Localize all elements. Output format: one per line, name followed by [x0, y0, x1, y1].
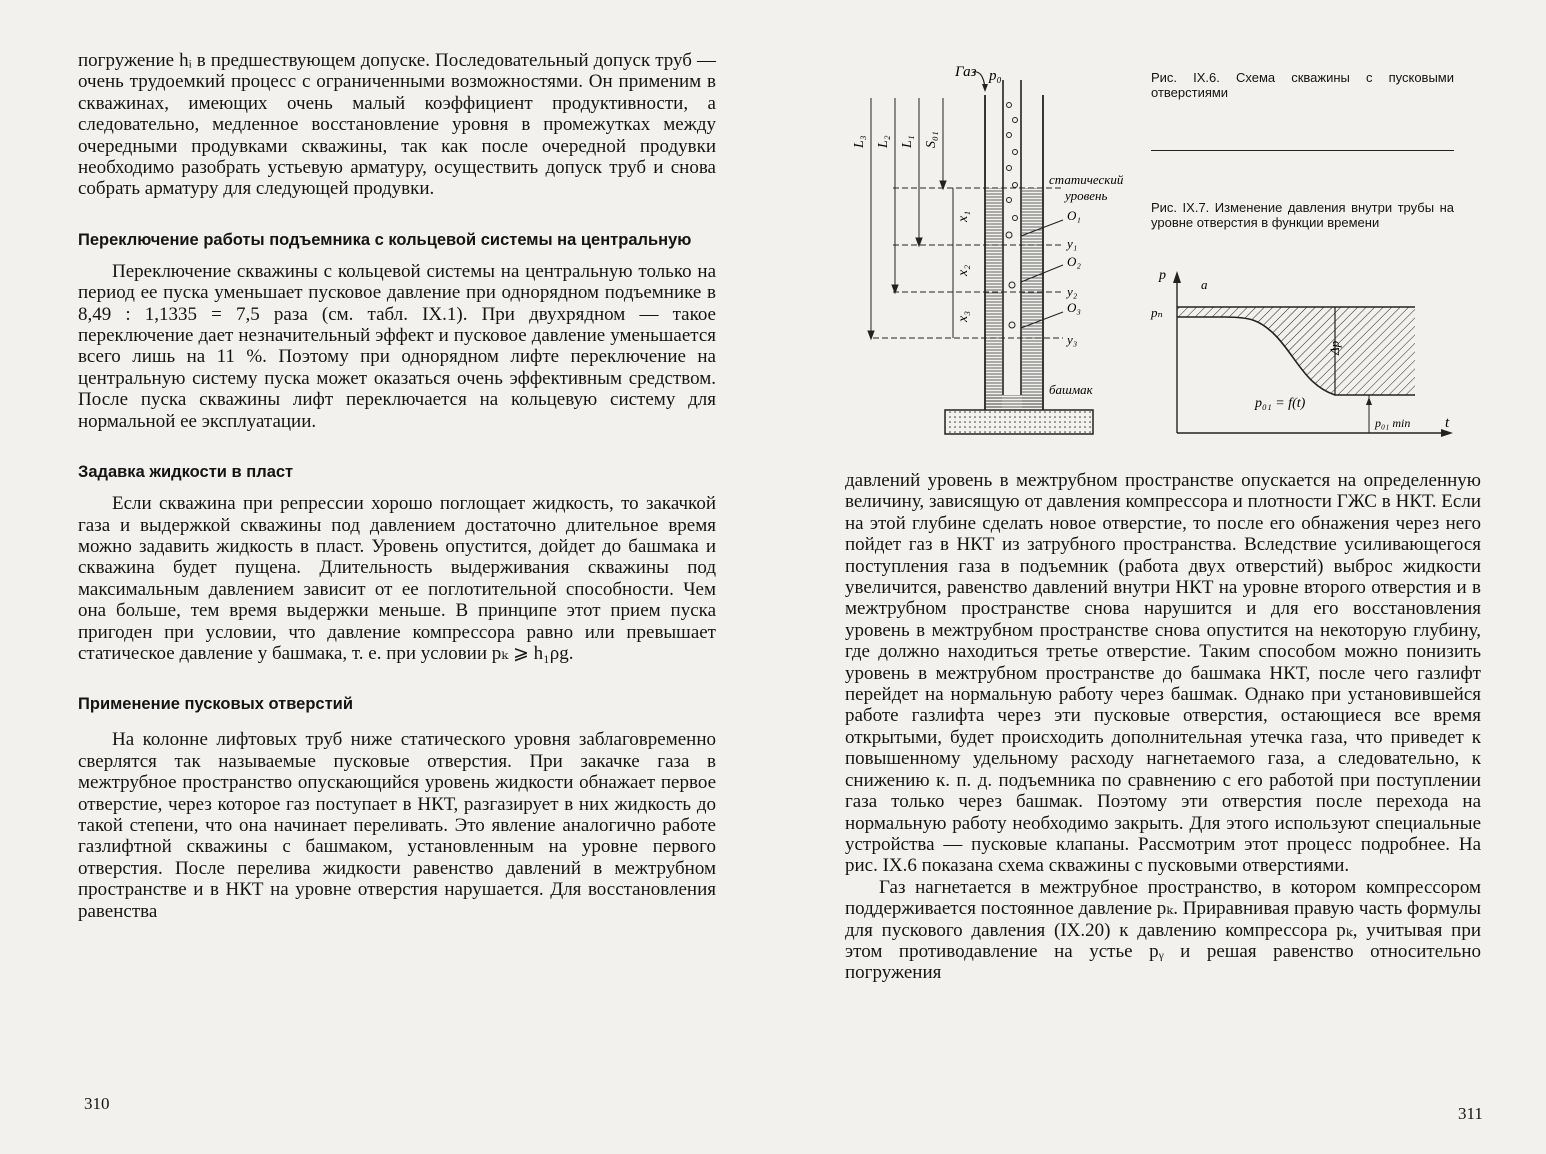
label-L3: L₃	[852, 135, 867, 148]
caption-rule	[1151, 150, 1454, 151]
paragraph-liquid-squeeze: Если скважина при репрессии хорошо поглощает жидкость, то закачкой газа и выдержкой скважины под давлением достаточно длительное время можно задавить жидкость в пласт. Уровень опустится, дойдет до башмака и скважина будет пущена. Длительность выдерживания скважины под максимальным давлением зависит от ее поглотительной способности. Чем она больше, тем время выдержки меньше. В принципе этот прием пуска пригоден при условии, что давление компрессора равно или превышает статическое давление у башмака, т. е. при условии pₖ ⩾ h₁ρg.	[78, 493, 716, 664]
label-O3: O₃	[1067, 300, 1081, 315]
paragraph-start-holes: На колонне лифтовых труб ниже статического уровня заблаговременно сверлятся так называемые пусковые отверстия. При закачке газа в межтрубное пространство опускающийся уровень жидкости обнажает первое отверстие, через которое газ поступает в НКТ, разгазирует в них жидкость до такой степени, что она начинает переливать. Это явление аналогично работе газлифтной скважины с башмаком, установленным на уровне первого отверстия. После перелива жидкости равенство давлений в межтрубном пространстве и в НКТ на уровне отверстия нарушается. Для восстановления равенства	[78, 729, 716, 922]
page-number-right: 311	[1458, 1104, 1483, 1123]
label-dp: Δp	[1327, 340, 1342, 355]
label-x1: x₁	[956, 210, 971, 222]
label-x3: x₃	[956, 310, 971, 322]
paragraph-gas: Газ нагнетается в межтрубное пространство, в котором компрессором поддерживается постоянное давление pₖ. Приравнивая правую часть формулы для пускового давления (IX.20) к давлению компрессора pₖ, учитывая при этом противодавление на устье pᵧ и решая равенство относительно погружения	[845, 876, 1481, 984]
label-O1: O₁	[1067, 208, 1081, 223]
ground-base	[945, 410, 1093, 434]
label-p01: p₀₁ = f(t)	[1255, 396, 1306, 411]
left-column	[78, 50, 716, 922]
label-S01: S₀₁	[924, 131, 939, 148]
caption-fig6: Рис. IX.6. Схема скважины с пусковыми отверстиями	[1151, 70, 1454, 100]
paragraph-switch-system: Переключение скважины с кольцевой системы на центральную только на период ее пуска уменьшает пусковое давление при однорядном подъемнике в 8,49 : 1,1335 = 7,5 раза (см. табл. IX.1). При двухрядном — такое переключение дает незначительный эффект и пусковое давление уменьшается всего лишь на 11 %. Поэтому при однорядном лифте переключение на центральную систему пуска может оказаться очень эффективным средством. После пуска скважины лифт переключается на кольцевую систему для нормальной ее эксплуатации.	[78, 260, 716, 432]
right-page	[773, 0, 1546, 1154]
figure-pressure-graph	[1145, 265, 1465, 445]
label-gas: Газ	[955, 64, 977, 80]
label-p0: p₀	[989, 68, 1002, 84]
label-y3: y₃	[1067, 332, 1078, 347]
label-L1: L₁	[900, 135, 915, 148]
label-shoe: башмак	[1049, 382, 1093, 397]
right-column	[845, 470, 1481, 984]
heading-liquid-squeeze: Задавка жидкости в пласт	[78, 463, 294, 482]
figure-well-schematic	[852, 60, 1163, 440]
label-L2: L₂	[876, 135, 891, 148]
heading-switch-system: Переключение работы подъемника с кольцевой системы на центральную	[78, 230, 692, 249]
label-axis-t: t	[1445, 415, 1450, 431]
label-x2: x₂	[956, 264, 971, 276]
label-a: a	[1201, 277, 1208, 292]
label-y2: y₂	[1067, 284, 1078, 299]
label-static-level: статический	[1049, 172, 1124, 187]
paragraph-continued: погружение hᵢ в предшествующем допуске. Последовательный допуск труб — очень трудоемкий процесс с ограниченными возможностями. Он применим в скважинах, имеющих очень малый коэффициент продуктивности, а следовательно, медленное восстановление уровня в промежутках между очередными продувками скважины, так как после очередной продувки необходимо разобрать устьевую арматуру, осуществить допуск труб и снова собрать арматуру для следующей продувки.	[78, 50, 716, 200]
label-axis-p: p	[1159, 268, 1166, 283]
label-O2: O₂	[1067, 254, 1081, 269]
caption-fig7: Рис. IX.7. Изменение давления внутри трубы на уровне отверстия в функции времени	[1151, 200, 1454, 230]
label-static-level-2: уровень	[1065, 188, 1108, 203]
label-y1: y₁	[1067, 236, 1078, 251]
label-p01min: p₀₁ min	[1375, 416, 1411, 430]
heading-start-holes: Применение пусковых отверстий	[78, 695, 353, 714]
paragraph-main: давлений уровень в межтрубном пространстве опускается на определенную величину, зависящую от давления компрессора и плотности ГЖС в НКТ. Если на этой глубине сделать новое отверстие, то после его обнажения через него пойдет газ в НКТ из затрубного пространства. Вследствие усиливающегося поступления газа в подъемник (работа двух отверстий) выброс жидкости увеличится, равенство давлений внутри НКТ на уровне второго отверстия и в межтрубном пространстве снова нарушится и для его восстановления уровень в межтрубном пространстве снова опустится на некоторую глубину, где должно находиться третье отверстие. Таким способом можно понизить уровень в межтрубном пространстве до башмака НКТ, после чего газлифт перейдет на нормальную работу через башмак. Однако при установившейся работе газлифта через эти пусковые отверстия, остающиеся все время открытыми, будет происходить дополнительная утечка газа, что приведет к повышенному удельному расходу нагнетаемого газа, а следовательно, к снижению к. п. д. подъемника по сравнению с его работой при поступлении газа только через башмак. Поэтому эти отверстия после перехода на нормальную работу необходимо закрыть. Для этого используют специальные устройства — пусковые клапаны. Рассмотрим этот процесс подробнее. На рис. IX.6 показана схема скважины с пусковыми отверстиями.	[845, 470, 1481, 877]
page-number-left: 310	[84, 1094, 110, 1113]
label-pn: pₙ	[1151, 305, 1163, 320]
